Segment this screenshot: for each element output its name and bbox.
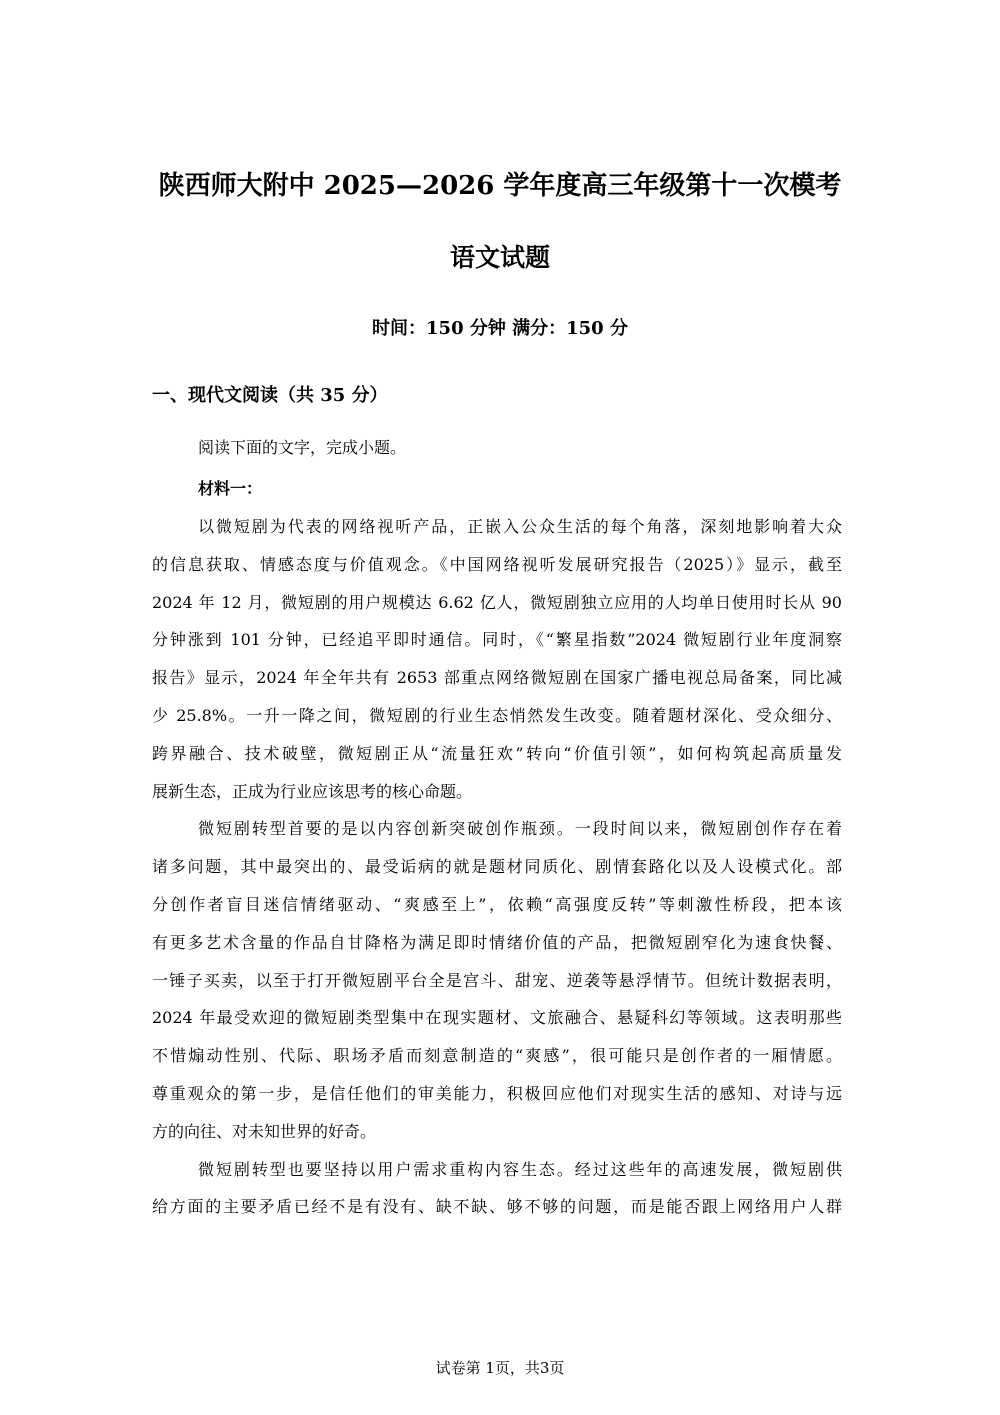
paragraph-line: 微短剧转型首要的是以内容创新突破创作瓶颈。一段时间以来，微短剧创作存在着 xyxy=(198,819,842,839)
subject-title: 语文试题 xyxy=(449,243,550,272)
paragraph-line: 方的向往、对未知世界的好奇。 xyxy=(152,1121,377,1141)
exam-title: 陕西师大附中 2025—2026 学年度高三年级第十一次模考 xyxy=(158,171,842,201)
paragraph-line: 给方面的主要矛盾已经不是有没有、缺不缺、够不够的问题，而是能否跟上网络用户人群 xyxy=(152,1197,842,1217)
paragraph-line: 的信息获取、情感态度与价值观念。《中国网络视听发展研究报告（2025）》显示，截至 xyxy=(152,554,842,574)
paragraph-line: 有更多艺术含量的作品自甘降格为满足即时情绪价值的产品，把微短剧窄化为速食快餐、 xyxy=(152,932,842,952)
paragraph-line: 展新生态，正成为行业应该思考的核心命题。 xyxy=(152,781,473,801)
exam-time-score: 时间：150 分钟 满分：150 分 xyxy=(372,318,628,339)
paragraph-line: 分创作者盲目迷信情绪驱动、“爽感至上”，依赖“高强度反转”等刺激性桥段，把本该 xyxy=(152,894,842,914)
paragraph-line: 2024 年 12 月，微短剧的用户规模达 6.62 亿人，微短剧独立应用的人均单日使用时长从 90 xyxy=(152,592,842,612)
paragraph-line: 诸多问题，其中最突出的、最受诟病的就是题材同质化、剧情套路化以及人设模式化。部 xyxy=(152,857,842,877)
paragraph-line: 分钟涨到 101 分钟，已经追平即时通信。同时，《“繁星指数”2024 微短剧行业年度洞察 xyxy=(152,630,842,650)
paragraph-line: 2024 年最受欢迎的微短剧类型集中在现实题材、文旅融合、悬疑科幻等领域。这表明那些 xyxy=(152,1008,842,1028)
page-footer: 试卷第 1页，共3页 xyxy=(435,1359,565,1377)
paragraph-line: 一锤子买卖，以至于打开微短剧平台全是宫斗、甜宠、逆袭等悬浮情节。但统计数据表明， xyxy=(152,970,842,990)
paragraph-line: 以微短剧为代表的网络视听产品，正嵌入公众生活的每个角落，深刻地影响着大众 xyxy=(198,517,842,536)
paragraph-line: 不惜煽动性别、代际、职场矛盾而刻意制造的“爽感”，很可能只是创作者的一厢情愿。 xyxy=(152,1046,842,1066)
material-body xyxy=(152,508,842,1226)
paragraph-line: 报告》显示，2024 年全年共有 2653 部重点网络微短剧在国家广播电视总局备案，同比减 xyxy=(152,668,842,688)
section-heading: 一、现代文阅读（共 35 分） xyxy=(152,385,388,406)
paragraph-line: 尊重观众的第一步，是信任他们的审美能力，积极回应他们对现实生活的感知、对诗与远 xyxy=(152,1083,842,1103)
material-label: 材料一： xyxy=(198,479,263,498)
paragraph-line: 少 25.8%。一升一降之间，微短剧的行业生态悄然发生改变。随着题材深化、受众细分、 xyxy=(152,705,842,725)
paragraph-line: 跨界融合、技术破壁，微短剧正从“流量狂欢”转向“价值引领”，如何构筑起高质量发 xyxy=(152,743,842,763)
reading-instruction: 阅读下面的文字，完成小题。 xyxy=(198,438,407,457)
paragraph-line: 微短剧转型也要坚持以用户需求重构内容生态。经过这些年的高速发展，微短剧供 xyxy=(198,1159,842,1179)
